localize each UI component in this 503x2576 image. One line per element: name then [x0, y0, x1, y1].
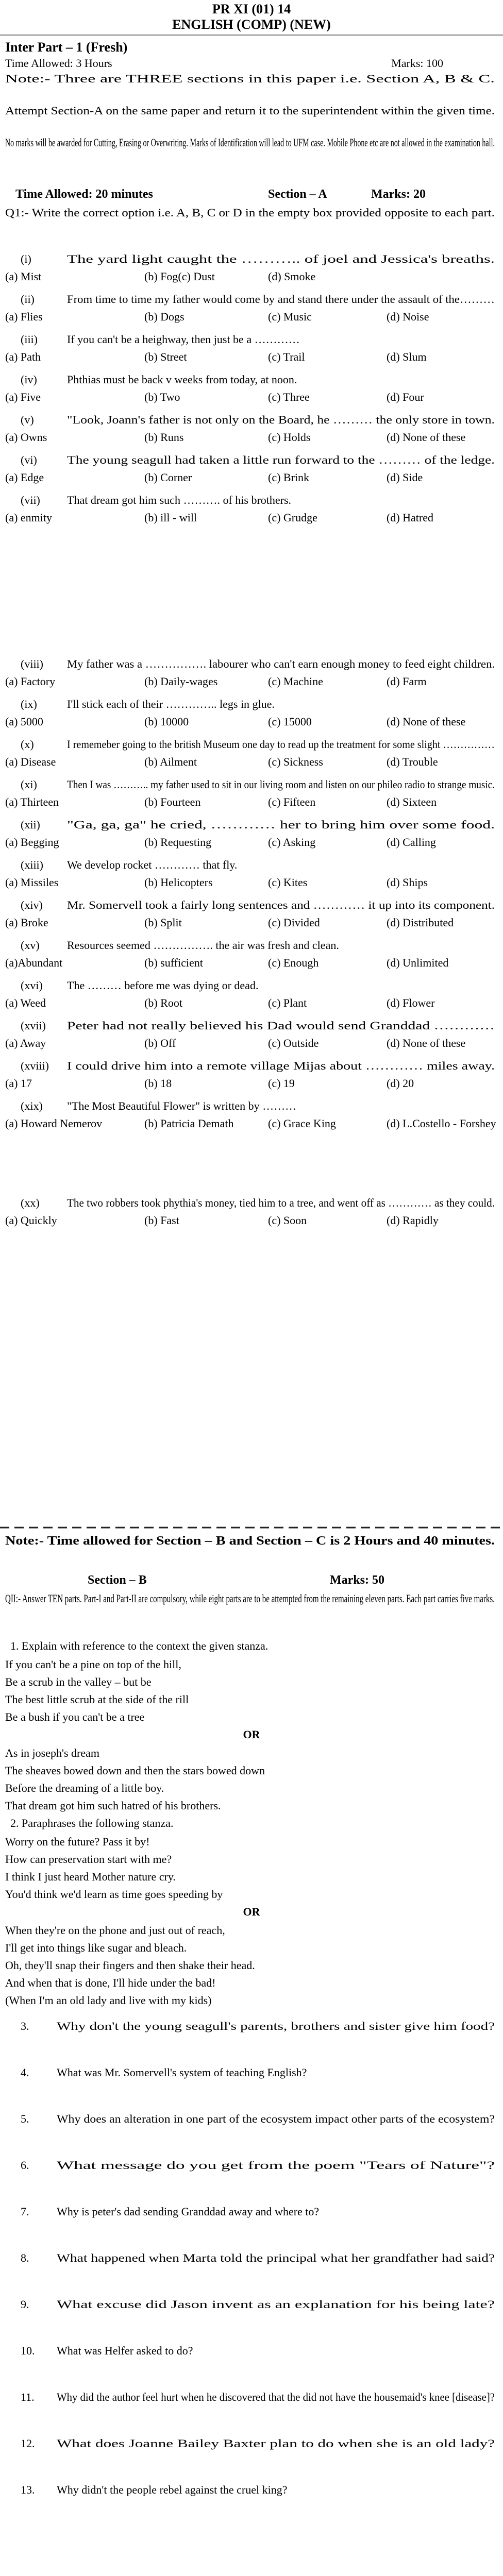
- option-c: (c) 19: [268, 1077, 295, 1090]
- option-b: (b) Fog(c) Dust: [144, 270, 215, 283]
- question-text: Peter had not really believed his Dad would send Granddad …………: [67, 1019, 495, 1032]
- option-d: (d) Hatred: [387, 511, 434, 524]
- option-d: (d) None of these: [387, 1037, 466, 1049]
- option-a: (a) Edge: [5, 471, 44, 484]
- short-question-text: What excuse did Jason invent as an explanation for his being late?: [57, 2298, 495, 2311]
- option-c: (c) Music: [268, 310, 312, 323]
- stanza-line: The sheaves bowed down and then the stars bowed down: [5, 1764, 265, 1777]
- question-number: (viii): [21, 657, 43, 670]
- short-question-text: Why does an alteration in one part of the ecosystem impact other parts of the ecosystem?: [57, 2112, 495, 2125]
- option-a: (a) Owns: [5, 431, 47, 444]
- option-b: (b) ill - will: [144, 511, 197, 524]
- option-c: (c) Plant: [268, 996, 307, 1009]
- option-a: (a) Howard Nemerov: [5, 1117, 103, 1130]
- question-text: The ……… before me was dying or dead.: [67, 979, 259, 992]
- option-d: (d) L.Costello - Forshey: [387, 1117, 496, 1130]
- question-number: (xiii): [21, 858, 43, 871]
- section-a-header: [0, 185, 503, 247]
- question-text: Mr. Somervell took a fairly long sentences and ………… it up into its component.: [67, 899, 495, 911]
- option-d: (d) Sixteen: [387, 795, 437, 808]
- option-c: (c) Asking: [268, 836, 316, 849]
- question-text: "The Most Beautiful Flower" is written by ………: [67, 1099, 297, 1112]
- question-number: (xvi): [21, 979, 43, 992]
- short-question-text: What was Mr. Somervell's system of teaching English?: [57, 2066, 307, 2079]
- stanza-line: Be a scrub in the valley – but be: [5, 1675, 152, 1688]
- option-a: (a) 17: [5, 1077, 32, 1090]
- option-c: (d) Smoke: [268, 270, 316, 283]
- question-number: (xix): [21, 1099, 43, 1112]
- short-question-number: 12.: [21, 2437, 35, 2450]
- question-text: The yard light caught the ……….. of joel and Jessica's breaths.: [67, 252, 495, 265]
- section-a-instruction: Q1:- Write the correct option i.e. A, B, C or D in the empty box provided opposite to each part.: [5, 206, 495, 219]
- option-d: (d) 20: [387, 1077, 414, 1090]
- time-allowed: Time Allowed: 3 Hours: [5, 57, 112, 70]
- option-a: (a) Thirteen: [5, 795, 59, 808]
- stanza-line: Worry on the future? Pass it by!: [5, 1835, 150, 1848]
- question-text: "Ga, ga, ga" he cried, ………… her to bring him over some food.: [67, 818, 495, 831]
- or-label: OR: [243, 1905, 260, 1918]
- short-question-text: Why did the author feel hurt when he discovered that the did not have the housemaid's knee [disease]?: [57, 2391, 495, 2403]
- stanza-line: That dream got him such hatred of his brothers.: [5, 1799, 221, 1812]
- option-c: (c) Sickness: [268, 755, 323, 768]
- section-b-marks: Marks: 50: [330, 1573, 384, 1587]
- paper-header: [0, 0, 503, 185]
- paper-title: ENGLISH (COMP) (NEW): [172, 17, 331, 32]
- option-c: (c) Soon: [268, 1214, 307, 1227]
- question-number: (vi): [21, 453, 37, 466]
- short-question-text: Why didn't the people rebel against the cruel king?: [57, 2483, 288, 2496]
- note-line-1: Note:- Three are THREE sections in this paper i.e. Section A, B & C.: [5, 72, 495, 85]
- option-d: (d) Side: [387, 471, 423, 484]
- stanza-line: I think I just heard Mother nature cry.: [5, 1870, 176, 1883]
- short-question-number: 4.: [21, 2066, 29, 2079]
- paper-subtitle: Inter Part – 1 (Fresh): [5, 40, 128, 55]
- question-text: Resources seemed ……………. the air was fresh and clean.: [67, 939, 339, 952]
- option-d: (d) Calling: [387, 836, 436, 849]
- option-b: (b) 18: [144, 1077, 172, 1090]
- option-d: (d) Farm: [387, 675, 427, 688]
- question-1-prompt: 1. Explain with reference to the context the given stanza.: [10, 1639, 269, 1652]
- question-text: The young seagull had taken a little run forward to the ……… of the ledge.: [67, 453, 495, 466]
- question-number: (xii): [21, 818, 40, 831]
- option-b: (b) Fourteen: [144, 795, 201, 808]
- option-d: (d) Four: [387, 391, 424, 403]
- section-a-time: Time Allowed: 20 minutes: [15, 188, 153, 201]
- option-b: (b) sufficient: [144, 956, 203, 969]
- stanza-line: As in joseph's dream: [5, 1747, 99, 1759]
- option-c: (c) Machine: [268, 675, 323, 688]
- question-number: (ii): [21, 293, 35, 306]
- total-marks: Marks: 100: [391, 57, 443, 70]
- stanza-line: Be a bush if you can't be a tree: [5, 1710, 145, 1723]
- paper-code: PR XI (01) 14: [212, 2, 291, 16]
- note-bc: [0, 1531, 503, 1567]
- option-b: (b) Requesting: [144, 836, 212, 849]
- stanza-line: And when that is done, I'll hide under the bad!: [5, 1976, 216, 1989]
- question-number: (ix): [21, 698, 37, 710]
- stanza-line: When they're on the phone and just out of reach,: [5, 1924, 225, 1937]
- option-a: (a)Abundant: [5, 956, 63, 969]
- stanza-line: I'll get into things like sugar and bleach.: [5, 1941, 187, 1954]
- short-question-number: 6.: [21, 2159, 29, 2172]
- note-line-3: No marks will be awarded for Cutting, Erasing or Overwriting. Marks of Identification will lead to UFM case. Mobile Phone etc are not allowed in the examination hall.: [5, 136, 495, 149]
- option-c: (c) Trail: [268, 350, 305, 363]
- option-d: (d) None of these: [387, 715, 466, 728]
- option-c: (c) Three: [268, 391, 310, 403]
- option-b: (b) Helicopters: [144, 876, 213, 889]
- question-number: (iii): [21, 333, 38, 346]
- question-text: I could drive him into a remote village Mijas about ………… miles away.: [67, 1059, 495, 1072]
- option-b: (b) Off: [144, 1037, 176, 1049]
- option-c: (c) Enough: [268, 956, 319, 969]
- mcq-list: [0, 247, 503, 1525]
- short-question-number: 8.: [21, 2251, 29, 2264]
- option-a: (a) Broke: [5, 916, 48, 929]
- option-b: (b) Runs: [144, 431, 184, 444]
- stanza-line: The best little scrub at the side of the rill: [5, 1693, 189, 1706]
- section-a-marks: Marks: 20: [371, 188, 426, 201]
- option-a: (a) 5000: [5, 715, 43, 728]
- question-text: My father was a ……………. labourer who can't earn enough money to feed eight children.: [67, 657, 495, 670]
- option-d: (d) Distributed: [387, 916, 454, 929]
- option-a: (a) Mist: [5, 270, 42, 283]
- option-b: (b) Daily-wages: [144, 675, 218, 688]
- option-d: (d) Ships: [387, 876, 428, 889]
- question-number: (iv): [21, 373, 37, 386]
- option-a: (a) Path: [5, 350, 41, 363]
- option-b: (b) Ailment: [144, 755, 197, 768]
- short-question-number: 7.: [21, 2205, 29, 2218]
- option-d: (d) None of these: [387, 431, 466, 444]
- stanza-line: Oh, they'll snap their fingers and then shake their head.: [5, 1959, 255, 1972]
- option-b: (b) Fast: [144, 1214, 179, 1227]
- section-a-label: Section – A: [268, 188, 327, 201]
- option-d: (d) Noise: [387, 310, 429, 323]
- option-c: (c) 15000: [268, 715, 312, 728]
- option-b: (b) Dogs: [144, 310, 185, 323]
- option-c: (c) Holds: [268, 431, 311, 444]
- option-a: (a) Five: [5, 391, 41, 403]
- option-b: (b) Corner: [144, 471, 192, 484]
- section-b-label: Section – B: [88, 1573, 147, 1587]
- section-b-instruction: QII:- Answer TEN parts. Part-I and Part-II are compulsory, while eight parts are to be attempted from the remaining eleven parts. Each part carries five marks.: [5, 1592, 495, 1605]
- option-a: (a) Quickly: [5, 1214, 57, 1227]
- short-question-number: 13.: [21, 2483, 35, 2496]
- question-number: (xv): [21, 939, 40, 952]
- stanza-line: How can preservation start with me?: [5, 1853, 172, 1866]
- question-number: (i): [21, 252, 31, 265]
- option-a: (a) Disease: [5, 755, 56, 768]
- short-question-number: 10.: [21, 2344, 35, 2357]
- option-b: (b) Street: [144, 350, 187, 363]
- short-question-text: What does Joanne Bailey Baxter plan to do when she is an old lady?: [57, 2437, 495, 2450]
- option-a: (a) Flies: [5, 310, 43, 323]
- option-a: (a) Factory: [5, 675, 56, 688]
- option-a: (a) Missiles: [5, 876, 59, 889]
- question-text: Then I was ……….. my father used to sit in our living room and listen on our phileo radio to strange music.: [67, 778, 495, 791]
- question-number: (xvii): [21, 1019, 46, 1032]
- option-b: (b) 10000: [144, 715, 189, 728]
- short-question-text: What message do you get from the poem "Tears of Nature"?: [57, 2159, 495, 2172]
- short-question-text: Why is peter's dad sending Granddad away and where to?: [57, 2205, 320, 2218]
- short-question-number: 11.: [21, 2391, 35, 2403]
- stanza-line: (When I'm an old lady and live with my kids): [5, 1994, 212, 2007]
- option-a: (a) Begging: [5, 836, 59, 849]
- option-d: (d) Slum: [387, 350, 427, 363]
- question-2-prompt: 2. Paraphrases the following stanza.: [10, 1817, 174, 1829]
- question-number: (xx): [21, 1196, 40, 1209]
- question-number: (vii): [21, 494, 40, 506]
- question-number: (xi): [21, 778, 37, 791]
- question-text: From time to time my father would come by and stand there under the assault of the………: [67, 293, 495, 306]
- question-text: The two robbers took phythia's money, tied him to a tree, and went off as ………… as they could.: [67, 1196, 495, 1209]
- option-b: (b) Two: [144, 391, 180, 403]
- question-text: I'll stick each of their ………….. legs in glue.: [67, 698, 275, 710]
- option-c: (c) Brink: [268, 471, 310, 484]
- or-label: OR: [243, 1728, 260, 1741]
- question-text: Phthias must be back v weeks from today, at noon.: [67, 373, 297, 386]
- stanza-line: Before the dreaming of a little boy.: [5, 1782, 164, 1794]
- note-bc-text: Note:- Time allowed for Section – B and Section – C is 2 Hours and 40 minutes.: [5, 1534, 495, 1548]
- option-c: (c) Kites: [268, 876, 308, 889]
- option-d: (d) Unlimited: [387, 956, 449, 969]
- option-d: (d) Rapidly: [387, 1214, 439, 1227]
- question-number: (xiv): [21, 899, 43, 911]
- option-a: (a) Away: [5, 1037, 46, 1049]
- question-text: We develop rocket ………… that fly.: [67, 858, 238, 871]
- option-a: (a) Weed: [5, 996, 46, 1009]
- question-text: I rememeber going to the british Museum one day to read up the treatment for some slight ……………: [67, 738, 495, 751]
- option-c: (c) Grace King: [268, 1117, 336, 1130]
- stanza-line: If you can't be a pine on top of the hill,: [5, 1658, 181, 1671]
- question-number: (v): [21, 413, 34, 426]
- option-a: (a) enmity: [5, 511, 53, 524]
- question-text: "Look, Joann's father is not only on the Board, he ……… the only store in town.: [67, 413, 495, 426]
- note-line-2: Attempt Section-A on the same paper and return it to the superintendent within the given time.: [5, 104, 495, 117]
- option-b: (b) Split: [144, 916, 182, 929]
- option-c: (c) Outside: [268, 1037, 319, 1049]
- question-number: (x): [21, 738, 34, 751]
- section-divider: [0, 1526, 503, 1529]
- option-d: (d) Flower: [387, 996, 435, 1009]
- option-d: (d) Trouble: [387, 755, 438, 768]
- option-c: (c) Grudge: [268, 511, 317, 524]
- short-question-number: 9.: [21, 2298, 29, 2311]
- question-number: (xviii): [21, 1059, 49, 1072]
- stanza-line: You'd think we'd learn as time goes speeding by: [5, 1888, 223, 1901]
- option-c: (c) Divided: [268, 916, 320, 929]
- short-question-number: 5.: [21, 2112, 29, 2125]
- question-text: If you can't be a heighway, then just be a …………: [67, 333, 300, 346]
- option-c: (c) Fifteen: [268, 795, 316, 808]
- option-b: (b) Patricia Demath: [144, 1117, 234, 1130]
- question-text: That dream got him such ………. of his brothers.: [67, 494, 292, 506]
- section-b: [0, 1571, 503, 2576]
- short-question-text: What happened when Marta told the principal what her grandfather had said?: [57, 2251, 495, 2264]
- short-question-number: 3.: [21, 2020, 29, 2032]
- option-b: (b) Root: [144, 996, 182, 1009]
- short-question-text: What was Helfer asked to do?: [57, 2344, 193, 2357]
- short-question-text: Why don't the young seagull's parents, brothers and sister give him food?: [57, 2020, 495, 2032]
